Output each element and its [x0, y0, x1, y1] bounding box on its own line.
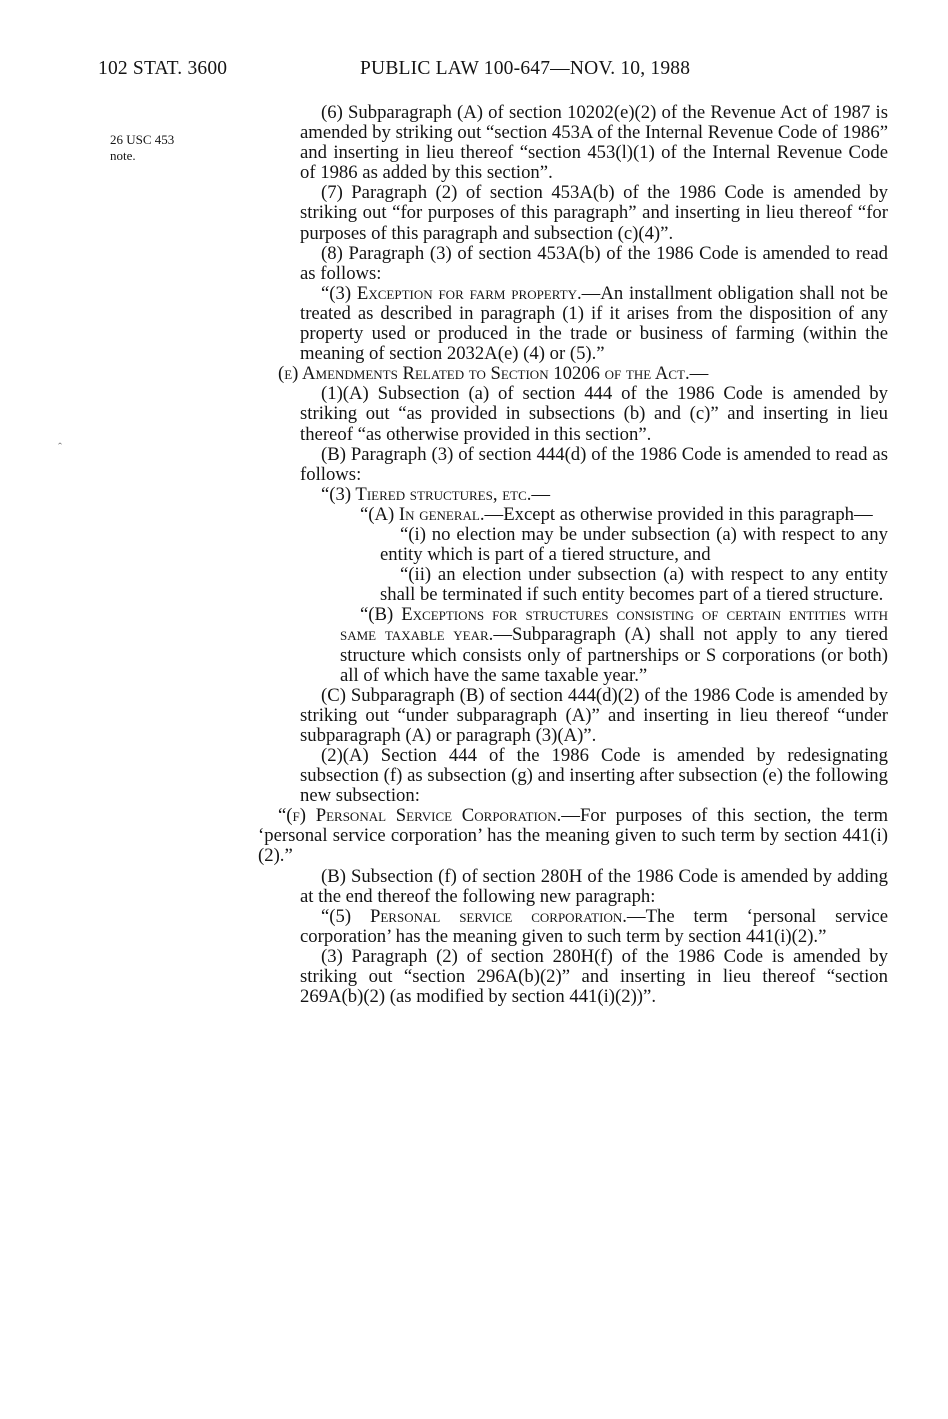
quote-ii: “(ii) an election under subsection (a) with respect to any entity shall be terminated if such entity becomes part of a tiered structure. — [380, 564, 888, 606]
scan-speck: ˆ — [58, 440, 62, 454]
quote-a-heading: “(A) In general. — [360, 503, 485, 525]
quote-5 — [300, 907, 888, 947]
quote-5-text: —The term ‘personal service corporation’ has the meaning given to such term by section 441(i)(2).” — [300, 905, 888, 947]
quote-5-heading: “(5) Personal service corporation. — [321, 905, 627, 927]
paragraph-e1a: (1)(A) Subsection (a) of section 444 of the 1986 Code is amended by striking out “as provided in subsections (b) and (c)” and inserting in lieu thereof “as otherwise provided in this section”. — [300, 383, 888, 445]
paragraph-7: (7) Paragraph (2) of section 453A(b) of the 1986 Code is amended by striking out “for purposes of this paragraph” and inserting in lieu thereof “for purposes of this paragraph and subsection (c)(4)”. — [300, 182, 888, 244]
quote-3-dash: — — [531, 483, 551, 505]
page-stat-reference: 102 STAT. 3600 — [98, 58, 228, 79]
paragraph-8-quote — [300, 284, 888, 364]
subsection-e-heading — [258, 364, 888, 384]
quote-3-title: “(3) Tiered structures, etc. — [321, 483, 532, 505]
margin-note-citation: 26 USC 453 — [110, 132, 175, 147]
quote-a — [340, 505, 888, 525]
document-body — [258, 103, 888, 1007]
paragraph-e2a: (2)(A) Section 444 of the 1986 Code is amended by redesignating subsection (f) as subsection (g) and inserting after subsection (e) the following new subsection: — [300, 745, 888, 807]
quote-a-text: —Except as otherwise provided in this paragraph— — [484, 503, 873, 525]
paragraph-6: (6) Subparagraph (A) of section 10202(e)(2) of the Revenue Act of 1987 is amended by striking out “section 453A of the Internal Revenue Code of 1986” and inserting in lieu thereof “section 453(l)(1) of the Internal Revenue Code of 1986 as added by this section”. — [300, 102, 888, 184]
quote-f-heading: “(f) Personal Service Corporation. — [278, 805, 562, 827]
subsection-e-dash: — — [689, 363, 709, 385]
paragraph-e2b: (B) Subsection (f) of section 280H of the 1986 Code is amended by adding at the end thereof the following new paragraph: — [300, 865, 888, 907]
quote-3-heading — [300, 485, 888, 505]
paragraph-e1c: (C) Subparagraph (B) of section 444(d)(2) of the 1986 Code is amended by striking out “under subparagraph (A)” and inserting in lieu thereof “under subparagraph (A) or paragraph (3)(A)”. — [300, 684, 888, 746]
paragraph-8: (8) Paragraph (3) of section 453A(b) of the 1986 Code is amended to read as follows: — [300, 242, 888, 284]
paragraph-e1b: (B) Paragraph (3) of section 444(d) of the 1986 Code is amended to read as follows: — [300, 443, 888, 485]
margin-note — [110, 132, 174, 164]
subsection-e-title: (e) Amendments Related to Section 10206 of the Act. — [278, 363, 690, 385]
quote-f-text: —For purposes of this section, the term ‘personal service corporation’ has the meaning given to such term by section 441(i)(2).” — [258, 805, 888, 867]
quote-b-text: —Subparagraph (A) shall not apply to any tiered structure which consists only of partnerships or S corporations (or both) all of which have the same taxable year.” — [340, 624, 888, 686]
quote-text: —An installment obligation shall not be treated as described in paragraph (1) if it arises from the disposition of any property used or produced in the trade or business of farming (within the meaning of section 2032A(e) (4) or (5).” — [300, 282, 888, 365]
margin-note-label: note. — [110, 148, 136, 163]
paragraph-e3: (3) Paragraph (2) of section 280H(f) of the 1986 Code is amended by striking out “section 296A(b)(2)” and inserting in lieu thereof “section 269A(b)(2) (as modified by section 441(i)(2))”. — [300, 945, 888, 1008]
quote-heading: “(3) Exception for farm property. — [321, 282, 582, 304]
quote-f — [258, 806, 888, 866]
quote-b-heading: “(B) Exceptions for structures consisting of certain entities with same taxable year. — [340, 604, 888, 646]
quote-i: “(i) no election may be under subsection (a) with respect to any entity which is part of a tiered structure, and — [380, 523, 888, 566]
quote-b — [340, 605, 888, 685]
page-header-title: PUBLIC LAW 100-647—NOV. 10, 1988 — [360, 58, 691, 79]
